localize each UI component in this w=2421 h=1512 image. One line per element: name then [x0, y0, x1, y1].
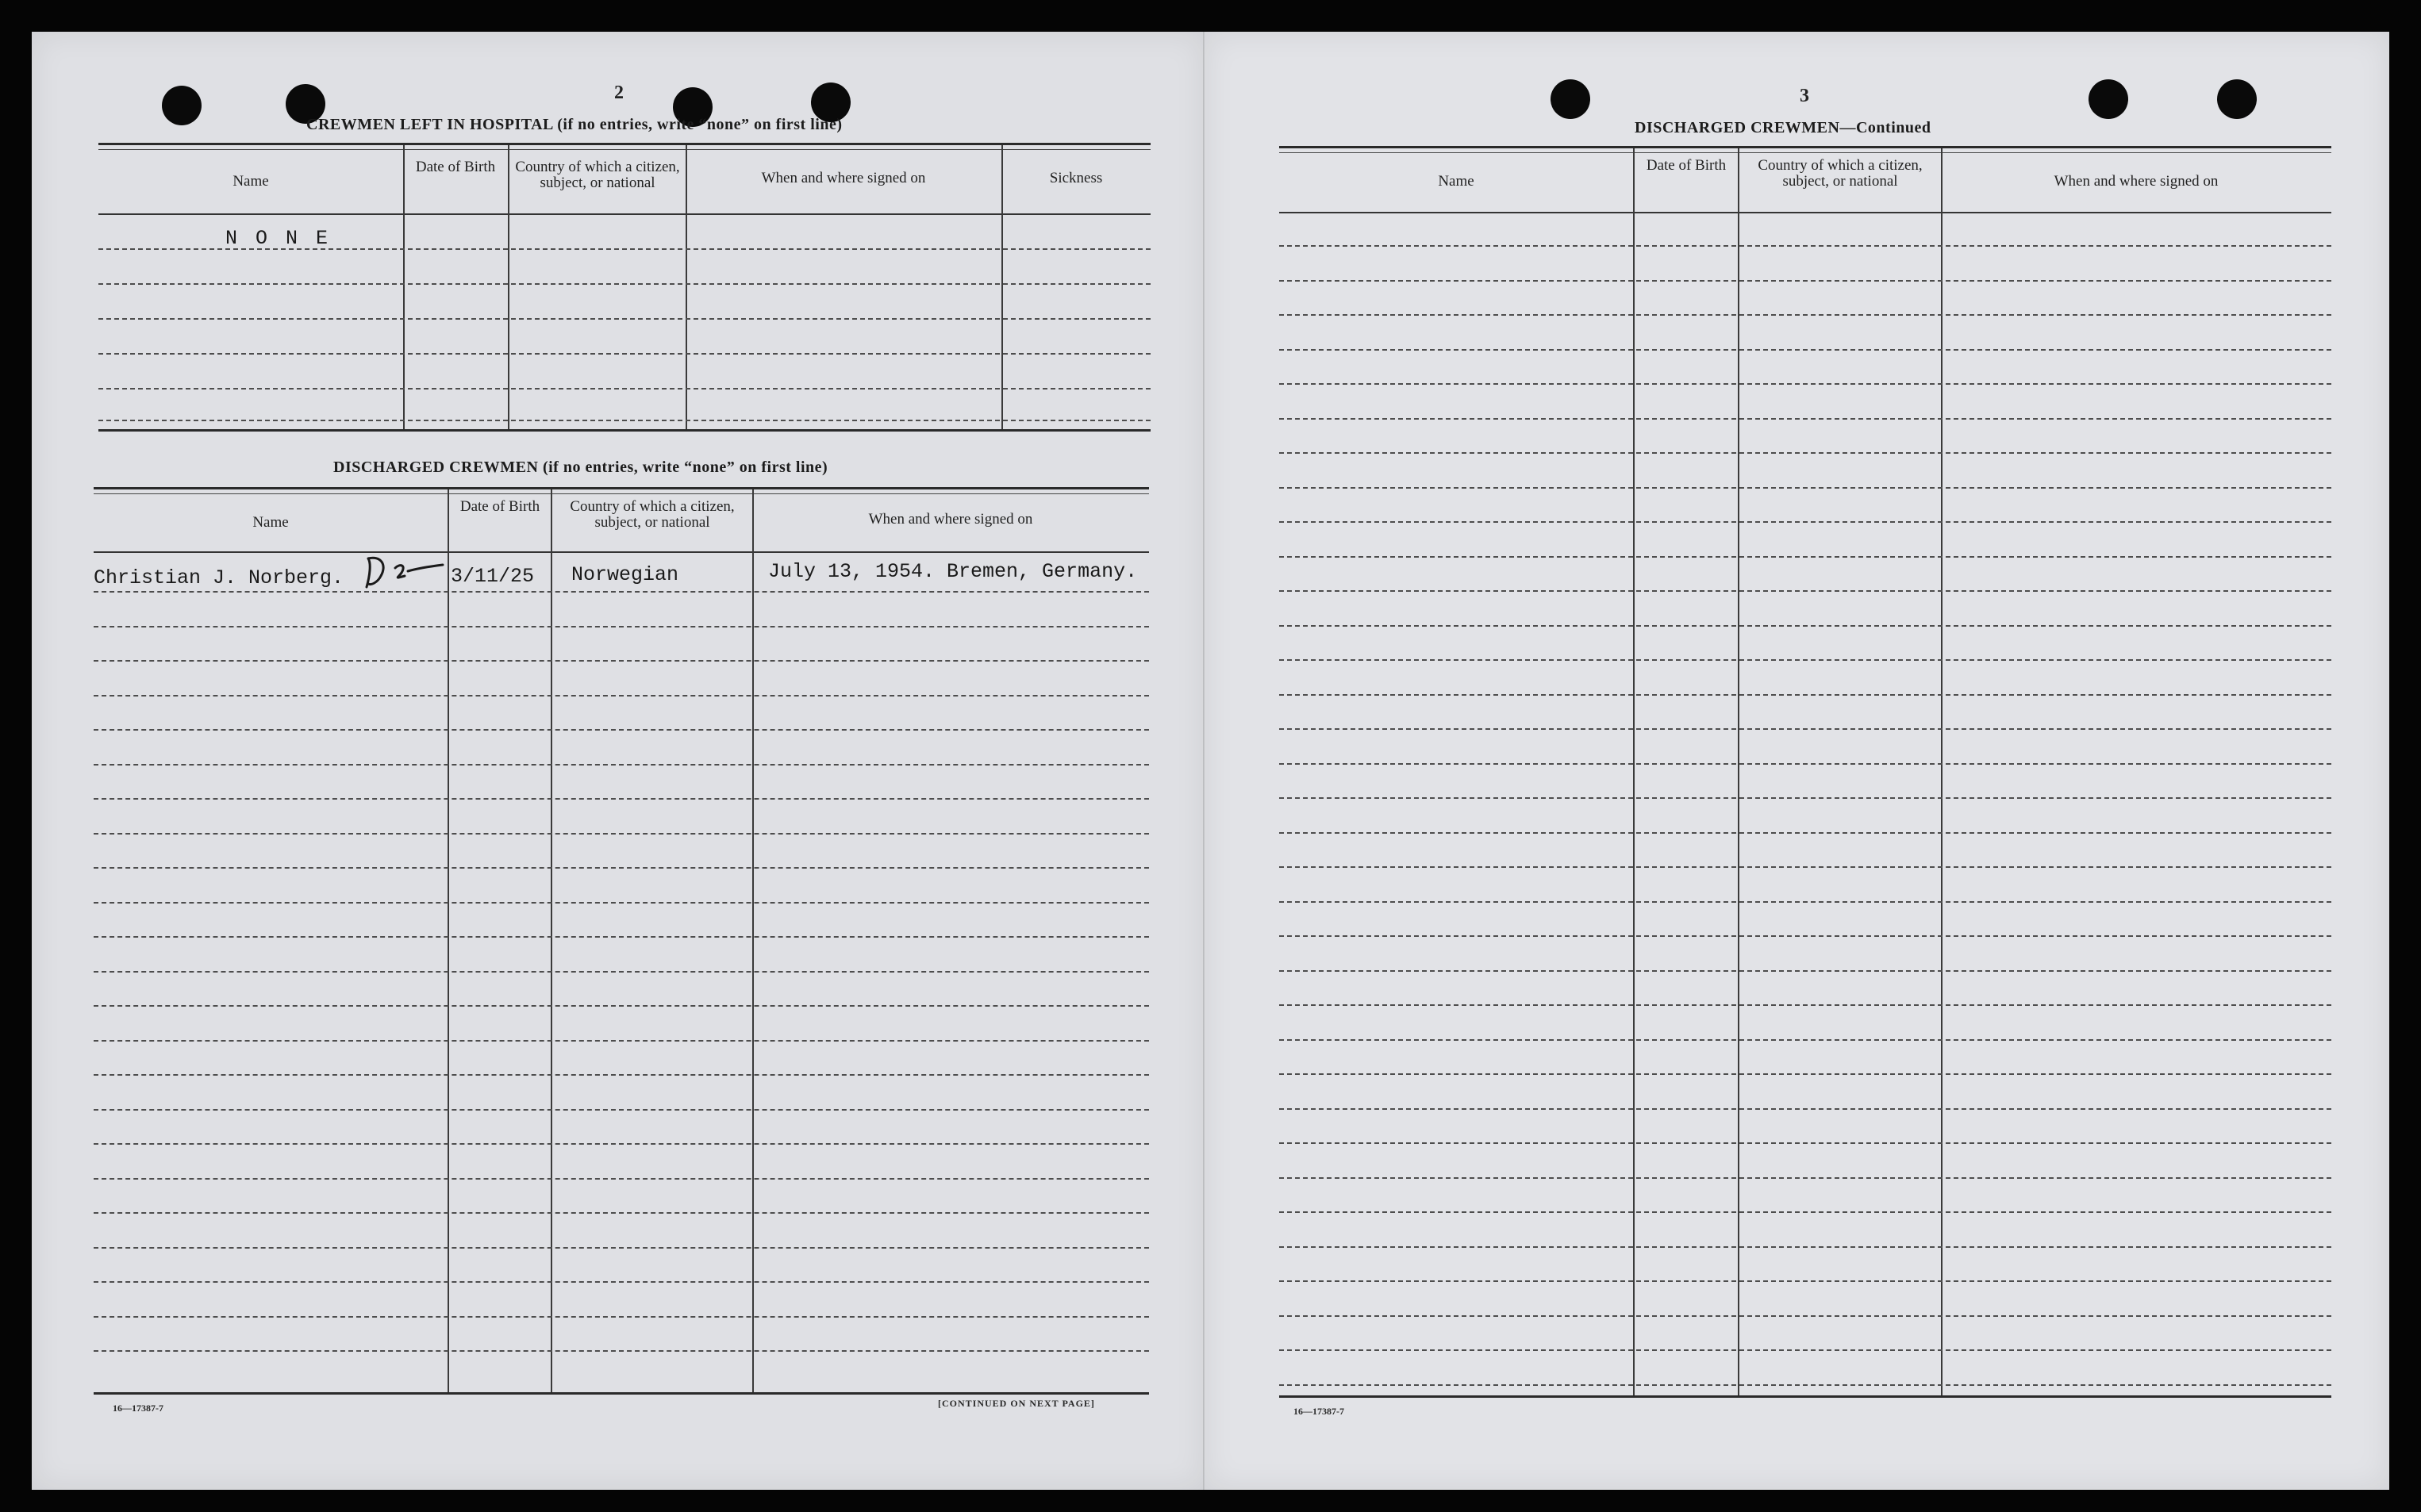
column-divider: [1001, 145, 1003, 429]
row-line: [94, 660, 1149, 662]
row-line: [1279, 280, 2331, 282]
row-line: [1279, 797, 2331, 799]
discharged-title-text: DISCHARGED CREWMEN: [333, 459, 539, 476]
row-line: [94, 1074, 1149, 1076]
entry-name: Christian J. Norberg.: [94, 566, 344, 589]
row-line: [94, 1212, 1149, 1214]
header-rule: [94, 551, 1149, 553]
hospital-title-note: (if no entries, write “none” on first line): [557, 116, 843, 133]
continued-note: [CONTINUED ON NEXT PAGE]: [938, 1398, 1095, 1409]
row-line: [1279, 659, 2331, 661]
column-divider: [403, 145, 405, 429]
row-line: [94, 695, 1149, 697]
row-line: [94, 1350, 1149, 1352]
col-header-name: Name: [232, 173, 269, 190]
col-header-country: Country of which a citizen, subject, or national: [570, 498, 735, 531]
discharged-continued-table: [1279, 146, 2331, 1398]
row-line: [98, 283, 1151, 285]
row-line: [1279, 728, 2331, 730]
row-line: [1279, 832, 2331, 834]
row-line: [94, 1143, 1149, 1145]
row-line: [1279, 1384, 2331, 1386]
row-line: [94, 1316, 1149, 1318]
entry-country: Norwegian: [571, 563, 679, 586]
column-divider: [1941, 148, 1943, 1395]
row-line: [1279, 487, 2331, 489]
row-line: [94, 764, 1149, 766]
row-line: [1279, 1073, 2331, 1075]
row-line: [1279, 314, 2331, 316]
top-rule: [1279, 152, 2331, 153]
discharged-continued-title: DISCHARGED CREWMEN—Continued: [1635, 119, 1931, 136]
row-line: [1279, 1177, 2331, 1179]
row-line: [1279, 1349, 2331, 1351]
punch-hole: [1551, 79, 1590, 119]
col-header-signed-on: When and where signed on: [761, 170, 926, 186]
row-line: [1279, 1004, 2331, 1006]
row-line: [1279, 556, 2331, 558]
col-header-signed-on: When and where signed on: [2054, 173, 2219, 190]
col-header-signed-on: When and where signed on: [868, 511, 1033, 528]
discharged-section-title: [333, 459, 828, 477]
row-line: [94, 1247, 1149, 1249]
row-line: [1279, 901, 2331, 903]
row-line: [94, 591, 1149, 593]
row-line: [94, 1178, 1149, 1180]
row-line: [1279, 1142, 2331, 1144]
col-header-dob: Date of Birth: [459, 498, 540, 515]
row-line: [98, 318, 1151, 320]
row-line: [1279, 763, 2331, 765]
row-line: [98, 353, 1151, 355]
discharged-title-note: (if no entries, write “none” on first line): [542, 459, 828, 476]
row-line: [1279, 452, 2331, 454]
punch-hole: [2089, 79, 2128, 119]
hospital-section-title: [306, 116, 843, 134]
row-line: [94, 729, 1149, 731]
row-line: [1279, 383, 2331, 385]
punch-hole: [2217, 79, 2257, 119]
col-header-country: Country of which a citizen, subject, or national: [515, 159, 680, 191]
col-header-name: Name: [252, 514, 289, 531]
row-line: [94, 1281, 1149, 1283]
row-line: [1279, 866, 2331, 868]
page-number: 3: [1800, 86, 1809, 106]
row-line: [94, 867, 1149, 869]
hospital-table: [98, 143, 1151, 432]
column-divider: [686, 145, 687, 429]
row-line: [1279, 245, 2331, 247]
col-header-dob: Date of Birth: [415, 159, 496, 175]
form-number: 16—17387-7: [113, 1403, 163, 1414]
row-line: [98, 388, 1151, 390]
page-number: 2: [614, 83, 624, 103]
row-line: [94, 1040, 1149, 1042]
row-line: [1279, 521, 2331, 523]
header-rule: [1279, 212, 2331, 213]
col-header-dob: Date of Birth: [1646, 157, 1727, 174]
row-line: [94, 902, 1149, 904]
discharged-table: [94, 487, 1149, 1395]
col-header-name: Name: [1438, 173, 1474, 190]
row-line: [98, 420, 1151, 421]
row-line: [1279, 1211, 2331, 1213]
row-line: [1279, 349, 2331, 351]
row-line: [94, 971, 1149, 973]
handwritten-initials: [360, 552, 448, 592]
hospital-title-text: CREWMEN LEFT IN HOSPITAL: [306, 116, 553, 133]
column-divider: [1738, 148, 1739, 1395]
col-header-country: Country of which a citizen, subject, or national: [1758, 157, 1923, 190]
punch-hole: [162, 86, 202, 125]
row-line: [1279, 1246, 2331, 1248]
row-line: [1279, 418, 2331, 420]
row-line: [1279, 1108, 2331, 1110]
row-line: [94, 798, 1149, 800]
row-line: [1279, 1315, 2331, 1317]
hospital-entry-none: N O N E: [225, 227, 332, 250]
row-line: [1279, 935, 2331, 937]
col-header-sickness: Sickness: [1049, 170, 1103, 186]
row-line: [94, 1109, 1149, 1111]
top-rule: [94, 493, 1149, 494]
column-divider: [1633, 148, 1635, 1395]
row-line: [94, 833, 1149, 835]
row-line: [94, 936, 1149, 938]
row-line: [94, 626, 1149, 627]
row-line: [1279, 625, 2331, 627]
column-divider: [508, 145, 509, 429]
row-line: [1279, 1280, 2331, 1282]
form-number: 16—17387-7: [1293, 1406, 1344, 1417]
header-rule: [98, 213, 1151, 215]
row-line: [94, 1005, 1149, 1007]
row-line: [1279, 970, 2331, 972]
top-rule: [98, 149, 1151, 150]
row-line: [1279, 590, 2331, 592]
row-line: [1279, 694, 2331, 696]
row-line: [1279, 1039, 2331, 1041]
entry-dob: 3/11/25: [451, 565, 535, 588]
entry-signed-on: July 13, 1954. Bremen, Germany.: [768, 560, 1138, 583]
